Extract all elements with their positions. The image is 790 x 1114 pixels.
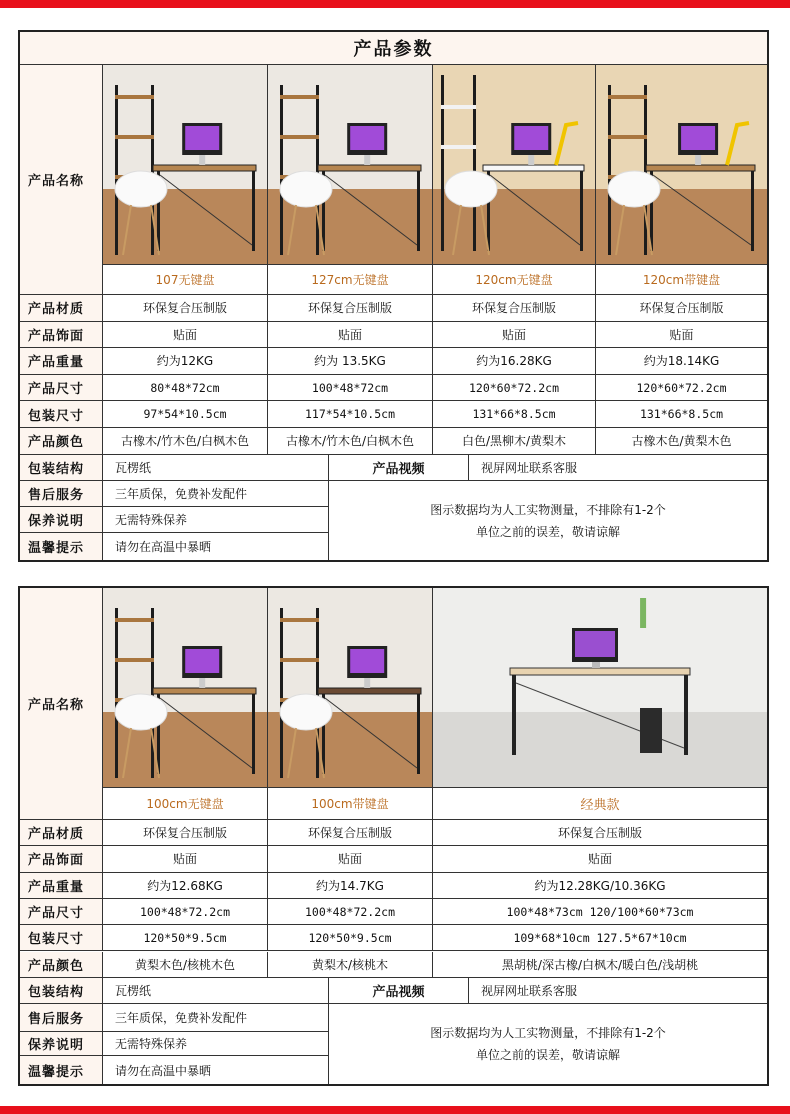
label-size: 产品尺寸 [20,375,103,402]
label-tips: 温馨提示 [20,533,103,560]
package-structure-value: 瓦楞纸 [103,978,329,1004]
label-size: 产品尺寸 [20,899,103,925]
color-value: 黑胡桃/深古橡/白枫木/暖白色/浅胡桃 [433,952,767,978]
product-photo-1 [103,65,268,265]
size-value: 80*48*72cm [103,375,268,402]
product-caption: 127cm无键盘 [268,265,433,295]
material-value: 环保复合压制版 [103,295,268,322]
desk-photo [596,65,767,265]
weight-value: 约为 13.5KG [268,348,433,375]
after-sales-value: 三年质保，免费补发配件 [103,1004,329,1032]
tips-value: 请勿在高温中暴晒 [103,533,329,560]
product-photo-2 [268,65,433,265]
weight-value: 约为12.28KG/10.36KG [433,873,767,899]
desk-photo [103,588,268,788]
product-photo-7 [433,588,767,788]
finish-value: 贴面 [596,322,767,349]
label-after-sales: 售后服务 [20,1004,103,1032]
product-video-value: 视屏网址联系客服 [469,455,767,481]
label-weight: 产品重量 [20,873,103,899]
label-tips: 温馨提示 [20,1056,103,1084]
product-caption: 100cm带键盘 [268,788,433,820]
finish-value: 贴面 [103,322,268,349]
product-caption: 经典款 [433,788,767,820]
color-value: 黄梨木色/核桃木色 [103,952,268,978]
label-product-video: 产品视频 [329,455,469,481]
package-size-value: 131*66*8.5cm [596,401,767,428]
finish-value: 贴面 [268,322,433,349]
package-size-value: 120*50*9.5cm [268,925,433,951]
product-photo-5 [103,588,268,788]
package-size-value: 117*54*10.5cm [268,401,433,428]
package-size-value: 97*54*10.5cm [103,401,268,428]
label-finish: 产品饰面 [20,846,103,872]
package-size-value: 131*66*8.5cm [433,401,596,428]
color-value: 古橡木/竹木色/白枫木色 [268,428,433,455]
package-size-value: 120*50*9.5cm [103,925,268,951]
desk-photo [433,588,767,788]
material-value: 环保复合压制版 [433,295,596,322]
color-value: 白色/黑柳木/黄梨木 [433,428,596,455]
label-finish: 产品饰面 [20,322,103,349]
maintenance-value: 无需特殊保养 [103,507,329,533]
product-photo-6 [268,588,433,788]
product-caption: 120cm无键盘 [433,265,596,295]
product-caption: 100cm无键盘 [103,788,268,820]
desk-photo [103,65,268,265]
size-value: 100*48*72cm [268,375,433,402]
label-product-name: 产品名称 [20,65,103,295]
size-value: 100*48*73cm 120/100*60*73cm [433,899,767,925]
product-video-value: 视屏网址联系客服 [469,978,767,1004]
label-maintenance: 保养说明 [20,507,103,533]
note-line-1: 图示数据均为人工实物测量，不排除有1-2个 [430,1026,666,1040]
label-after-sales: 售后服务 [20,481,103,507]
size-value: 120*60*72.2cm [596,375,767,402]
finish-value: 贴面 [433,846,767,872]
label-material: 产品材质 [20,820,103,846]
material-value: 环保复合压制版 [433,820,767,846]
size-value: 100*48*72.2cm [268,899,433,925]
product-photo-4 [596,65,767,265]
label-package-structure: 包装结构 [20,455,103,481]
maintenance-value: 无需特殊保养 [103,1032,329,1056]
label-package-size: 包装尺寸 [20,925,103,951]
note-line-2: 单位之前的误差，敬请谅解 [475,1048,620,1062]
weight-value: 约为14.7KG [268,873,433,899]
label-product-name: 产品名称 [20,588,103,820]
product-caption: 120cm带键盘 [596,265,767,295]
weight-value: 约为12KG [103,348,268,375]
spec-table-1 [18,30,769,562]
material-value: 环保复合压制版 [268,820,433,846]
measurement-note [329,1004,767,1084]
desk-photo [268,588,433,788]
size-value: 100*48*72.2cm [103,899,268,925]
note-line-1: 图示数据均为人工实物测量，不排除有1-2个 [430,502,666,517]
product-photo-3 [433,65,596,265]
color-value: 古橡木色/黄梨木色 [596,428,767,455]
measurement-note [329,481,767,560]
label-product-video: 产品视频 [329,978,469,1004]
material-value: 环保复合压制版 [268,295,433,322]
label-maintenance: 保养说明 [20,1032,103,1056]
note-line-2: 单位之前的误差，敬请谅解 [475,524,620,539]
product-caption: 107无键盘 [103,265,268,295]
weight-value: 约为18.14KG [596,348,767,375]
color-value: 古橡木/竹木色/白枫木色 [103,428,268,455]
label-package-size: 包装尺寸 [20,401,103,428]
material-value: 环保复合压制版 [596,295,767,322]
label-color: 产品颜色 [20,428,103,455]
finish-value: 贴面 [103,846,268,872]
label-weight: 产品重量 [20,348,103,375]
desk-photo [268,65,433,265]
color-value: 黄梨木/核桃木 [268,952,433,978]
tips-value: 请勿在高温中暴晒 [103,1056,329,1084]
package-size-value: 109*68*10cm 127.5*67*10cm [433,925,767,951]
size-value: 120*60*72.2cm [433,375,596,402]
bottom-red-bar [0,1106,790,1114]
material-value: 环保复合压制版 [103,820,268,846]
weight-value: 约为16.28KG [433,348,596,375]
label-material: 产品材质 [20,295,103,322]
weight-value: 约为12.68KG [103,873,268,899]
top-red-bar [0,0,790,8]
package-structure-value: 瓦楞纸 [103,455,329,481]
page-title: 产品参数 [20,32,767,65]
label-color: 产品颜色 [20,952,103,978]
label-package-structure: 包装结构 [20,978,103,1004]
finish-value: 贴面 [433,322,596,349]
desk-photo [433,65,596,265]
spec-table-2 [18,586,769,1086]
finish-value: 贴面 [268,846,433,872]
after-sales-value: 三年质保，免费补发配件 [103,481,329,507]
